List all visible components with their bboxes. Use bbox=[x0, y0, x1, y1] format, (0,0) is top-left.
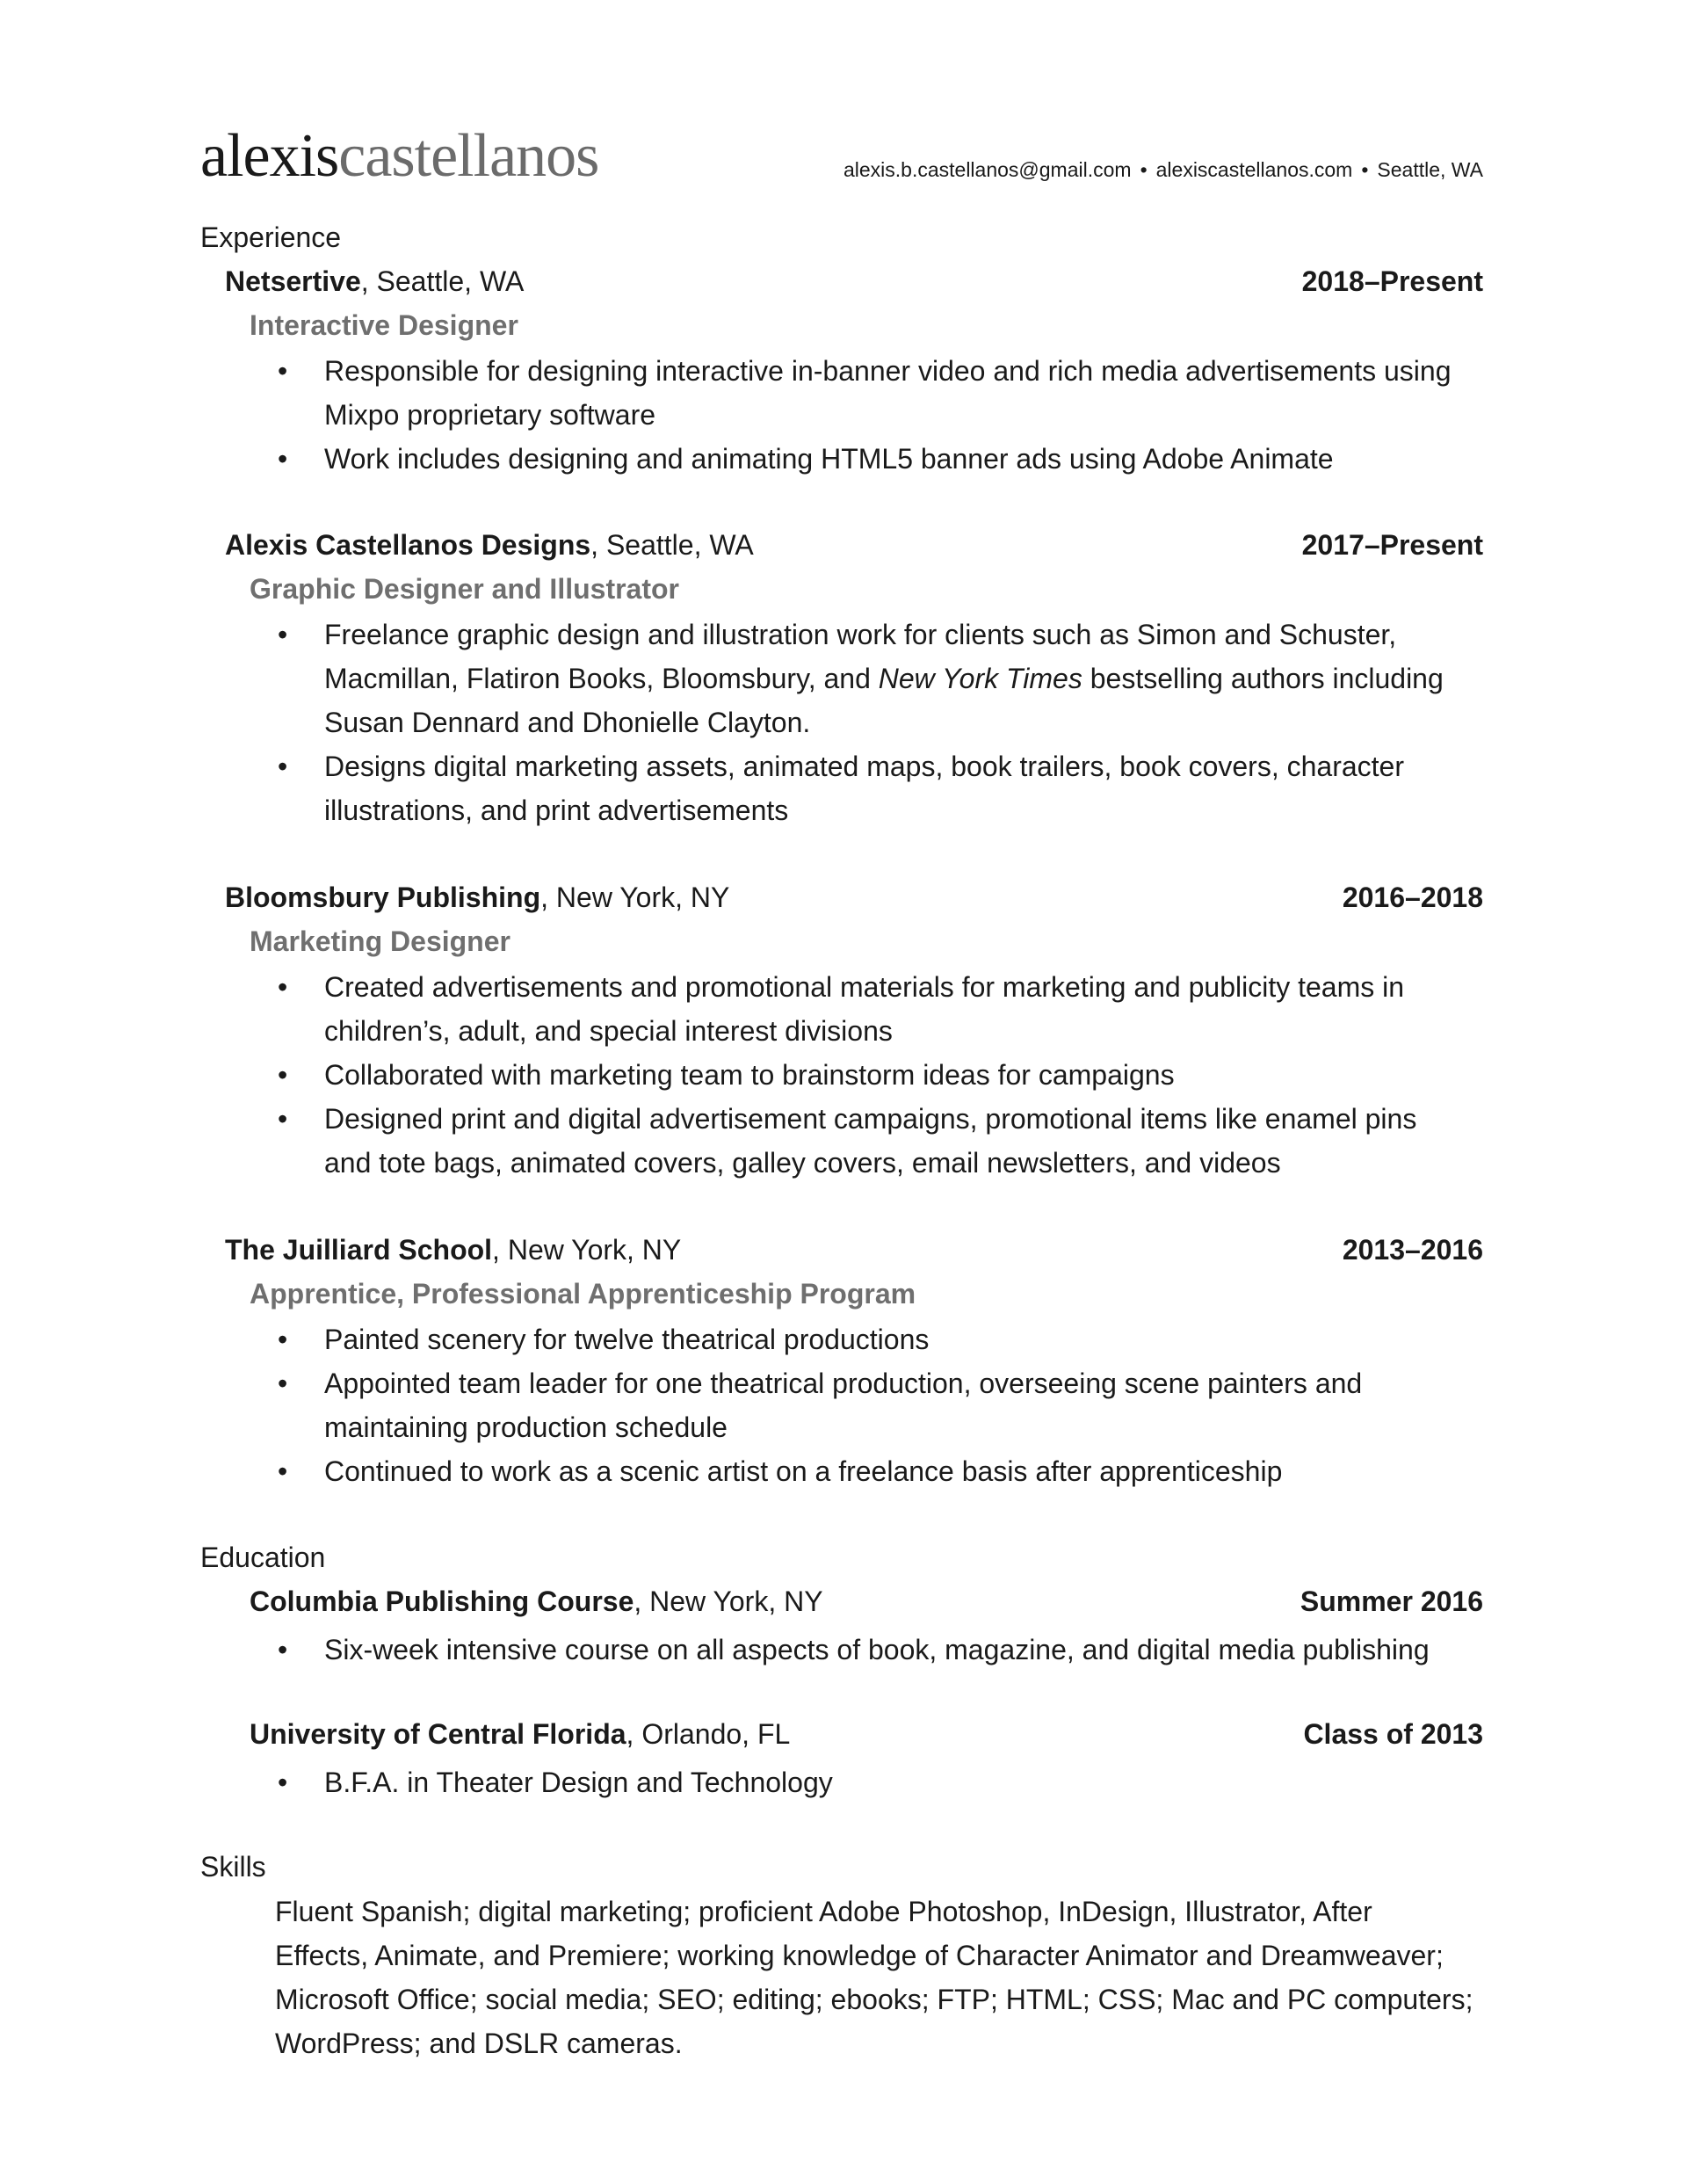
list-item bbox=[0, 965, 1483, 1009]
bullet-text: Created advertisements and promotional materials for marketing and publicity teams in bbox=[324, 971, 1405, 1003]
job-title: Interactive Designer bbox=[250, 309, 518, 341]
bullet-text: Macmillan, Flatiron Books, Bloomsbury, and bbox=[324, 663, 879, 694]
employment-dates: 2018–Present bbox=[1301, 265, 1483, 297]
bullet-text: Designed print and digital advertisement campaigns, promotional items like enamel pins bbox=[324, 1103, 1417, 1135]
list-item bbox=[0, 744, 1483, 788]
list-item bbox=[0, 349, 1483, 393]
education-dates: Summer 2016 bbox=[1300, 1585, 1483, 1617]
employer-location: , Seattle, WA bbox=[360, 265, 525, 297]
list-item-continuation bbox=[0, 700, 1483, 744]
bullet-icon: • bbox=[278, 1767, 288, 1798]
bullet-list bbox=[0, 965, 1483, 1185]
experience-entry-heading bbox=[225, 264, 1483, 299]
experience-entry-heading bbox=[225, 527, 1483, 562]
bullet-icon: • bbox=[278, 1455, 288, 1487]
bullet-icon: • bbox=[278, 751, 288, 782]
job-title: Apprentice, Professional Apprenticeship Program bbox=[250, 1278, 916, 1310]
employer-name: The Juilliard School bbox=[225, 1234, 493, 1266]
skills-line: Effects, Animate, and Premiere; working knowledge of Character Animator and Dreamweaver; bbox=[275, 1940, 1444, 1971]
bullet-list bbox=[0, 1628, 1483, 1672]
candidate-name bbox=[200, 121, 598, 192]
education-dates: Class of 2013 bbox=[1303, 1718, 1483, 1750]
bullet-text: bestselling authors including bbox=[1082, 663, 1444, 694]
bullet-text: Appointed team leader for one theatrical production, overseeing scene painters and bbox=[324, 1368, 1363, 1399]
list-item bbox=[0, 437, 1483, 481]
bullet-list bbox=[0, 1317, 1483, 1493]
contact-line bbox=[844, 156, 1483, 183]
employer-name: Bloomsbury Publishing bbox=[225, 882, 541, 913]
list-item bbox=[0, 1097, 1483, 1141]
bullet-text: Freelance graphic design and illustration work for clients such as Simon and Schuster, bbox=[324, 619, 1397, 650]
bullet-text: Continued to work as a scenic artist on a freelance basis after apprenticeship bbox=[324, 1455, 1283, 1487]
list-item-continuation bbox=[0, 1405, 1483, 1449]
list-item-continuation bbox=[0, 393, 1483, 437]
list-item bbox=[0, 1317, 1483, 1361]
section-title-skills: Skills bbox=[200, 1851, 266, 1883]
bullet-icon: • bbox=[278, 1059, 288, 1091]
list-item bbox=[0, 1628, 1483, 1672]
list-item bbox=[0, 1361, 1483, 1405]
employer-location: , New York, NY bbox=[492, 1234, 682, 1266]
list-item-continuation bbox=[0, 788, 1483, 832]
list-item-continuation bbox=[0, 1009, 1483, 1053]
skills-line: Fluent Spanish; digital marketing; proficient Adobe Photoshop, InDesign, Illustrator, After bbox=[275, 1896, 1372, 1927]
bullet-text: Painted scenery for twelve theatrical productions bbox=[324, 1324, 930, 1355]
bullet-list bbox=[0, 349, 1483, 481]
skills-line: WordPress; and DSLR cameras. bbox=[275, 2028, 683, 2059]
section-title-experience: Experience bbox=[200, 221, 342, 253]
bullet-text: Collaborated with marketing team to brainstorm ideas for campaigns bbox=[324, 1059, 1175, 1091]
bullet-icon: • bbox=[278, 355, 288, 387]
school-name: University of Central Florida bbox=[250, 1718, 626, 1750]
bullet-icon: • bbox=[278, 619, 288, 650]
bullet-text: Susan Dennard and Dhonielle Clayton. bbox=[324, 707, 811, 738]
employment-dates: 2013–2016 bbox=[1342, 1234, 1483, 1266]
list-item bbox=[0, 1449, 1483, 1493]
employer-name: Alexis Castellanos Designs bbox=[225, 529, 591, 561]
name-first: alexis bbox=[200, 122, 339, 190]
location-text: Seattle, WA bbox=[1377, 158, 1483, 181]
bullet-icon: • bbox=[278, 1634, 288, 1665]
experience-entry-heading bbox=[225, 1232, 1483, 1267]
list-item bbox=[0, 1053, 1483, 1097]
resume-header bbox=[200, 121, 1483, 192]
bullet-text: B.F.A. in Theater Design and Technology bbox=[324, 1767, 833, 1798]
list-item-continuation bbox=[0, 1141, 1483, 1185]
bullet-text: Designs digital marketing assets, animated maps, book trailers, book covers, character bbox=[324, 751, 1404, 782]
employment-dates: 2016–2018 bbox=[1342, 882, 1483, 913]
bullet-list bbox=[0, 1760, 1483, 1804]
bullet-text: illustrations, and print advertisements bbox=[324, 795, 789, 826]
publication-title: New York Times bbox=[878, 663, 1082, 694]
list-item-continuation bbox=[0, 657, 1483, 700]
employer-location: , Seattle, WA bbox=[590, 529, 754, 561]
bullet-text: Six-week intensive course on all aspects of book, magazine, and digital media publishing bbox=[324, 1634, 1430, 1665]
job-title: Graphic Designer and Illustrator bbox=[250, 573, 679, 605]
skills-paragraph bbox=[275, 1890, 1473, 2065]
school-location: , New York, NY bbox=[634, 1585, 823, 1617]
bullet-text: Mixpo proprietary software bbox=[324, 399, 656, 431]
bullet-icon: • bbox=[278, 1103, 288, 1135]
employer-location: , New York, NY bbox=[540, 882, 730, 913]
employment-dates: 2017–Present bbox=[1301, 529, 1483, 561]
bullet-icon: • bbox=[278, 443, 288, 475]
contact-separator: • bbox=[1140, 158, 1148, 181]
education-entry-heading bbox=[250, 1584, 1483, 1619]
skills-line: Microsoft Office; social media; SEO; editing; ebooks; FTP; HTML; CSS; Mac and PC computers; bbox=[275, 1984, 1473, 2015]
list-item bbox=[0, 613, 1483, 657]
bullet-text: maintaining production schedule bbox=[324, 1411, 728, 1443]
job-title: Marketing Designer bbox=[250, 925, 510, 957]
bullet-icon: • bbox=[278, 971, 288, 1003]
bullet-text: and tote bags, animated covers, galley covers, email newsletters, and videos bbox=[324, 1147, 1281, 1179]
bullet-text: Work includes designing and animating HTML5 banner ads using Adobe Animate bbox=[324, 443, 1334, 475]
education-entry-heading bbox=[250, 1716, 1483, 1752]
bullet-text: Responsible for designing interactive in-banner video and rich media advertisements using bbox=[324, 355, 1452, 387]
bullet-list bbox=[0, 613, 1483, 832]
school-name: Columbia Publishing Course bbox=[250, 1585, 634, 1617]
name-last: castellanos bbox=[338, 122, 599, 190]
bullet-icon: • bbox=[278, 1324, 288, 1355]
bullet-text: children’s, adult, and special interest divisions bbox=[324, 1015, 893, 1047]
school-location: , Orlando, FL bbox=[626, 1718, 791, 1750]
experience-entry-heading bbox=[225, 880, 1483, 915]
employer-name: Netsertive bbox=[225, 265, 361, 297]
bullet-icon: • bbox=[278, 1368, 288, 1399]
email-text: alexis.b.castellanos@gmail.com bbox=[843, 158, 1132, 181]
list-item bbox=[0, 1760, 1483, 1804]
contact-separator: • bbox=[1361, 158, 1369, 181]
website-text: alexiscastellanos.com bbox=[1155, 158, 1353, 181]
section-title-education: Education bbox=[200, 1542, 326, 1573]
